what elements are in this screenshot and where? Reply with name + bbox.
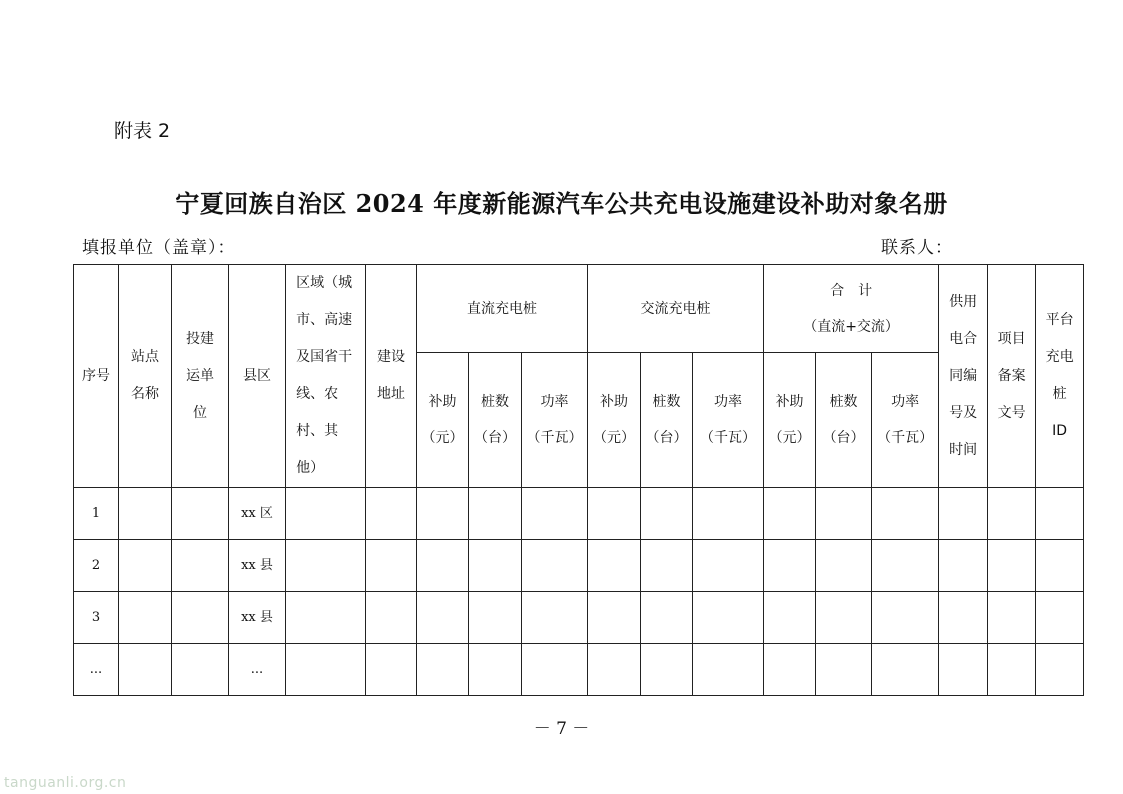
fill-unit-label: 填报单位（盖章）：	[82, 238, 236, 258]
header-county: 县区	[229, 265, 286, 488]
header-area: 区域（城市、高速及国省干线、农村、其他）	[286, 265, 366, 488]
header-total-power: 功率 （千瓦）	[872, 353, 939, 488]
header-ac-power: 功率 （千瓦）	[693, 353, 764, 488]
header-total-subsidy: 补助 （元）	[764, 353, 816, 488]
row-seq: 2	[74, 540, 119, 592]
header-dc-count: 桩数 （台）	[469, 353, 522, 488]
row-seq: 1	[74, 488, 119, 540]
contact-label: 联系人：	[881, 238, 953, 258]
row-county: xx 县	[229, 540, 286, 592]
row-county: xx 县	[229, 592, 286, 644]
page-number: － 7 －	[533, 719, 590, 739]
table-row	[74, 540, 1084, 592]
header-filing: 项目备案文号	[988, 265, 1036, 488]
header-station: 站点名称	[119, 265, 172, 488]
header-address: 建设地址	[366, 265, 417, 488]
header-ac-subsidy: 补助 （元）	[588, 353, 641, 488]
row-county: xx 区	[229, 488, 286, 540]
header-contract: 供用电合同编号及时间	[939, 265, 988, 488]
table-row	[74, 488, 1084, 540]
row-seq: 3	[74, 592, 119, 644]
header-total-count: 桩数 （台）	[816, 353, 872, 488]
header-ac-count: 桩数 （台）	[641, 353, 693, 488]
header-seq: 序号	[74, 265, 119, 488]
attachment-label: 附表 2	[114, 120, 171, 142]
watermark: tanguanli.org.cn	[4, 775, 127, 791]
header-dc-group: 直流充电桩	[417, 265, 588, 353]
table-row	[74, 592, 1084, 644]
subsidy-register-table	[73, 264, 1084, 696]
header-ac-group: 交流充电桩	[588, 265, 764, 353]
header-total-group: 合 计 （直流+交流）	[764, 265, 939, 353]
row-county: ...	[229, 644, 286, 696]
table-row	[74, 644, 1084, 696]
header-platform-id: 平台充电桩 ID	[1036, 265, 1084, 488]
header-dc-subsidy: 补助 （元）	[417, 353, 469, 488]
row-seq: ...	[74, 644, 119, 696]
header-dc-power: 功率 （千瓦）	[522, 353, 588, 488]
document-title: 宁夏回族自治区 2024 年度新能源汽车公共充电设施建设补助对象名册	[175, 189, 948, 218]
header-investor: 投建运单位	[172, 265, 229, 488]
